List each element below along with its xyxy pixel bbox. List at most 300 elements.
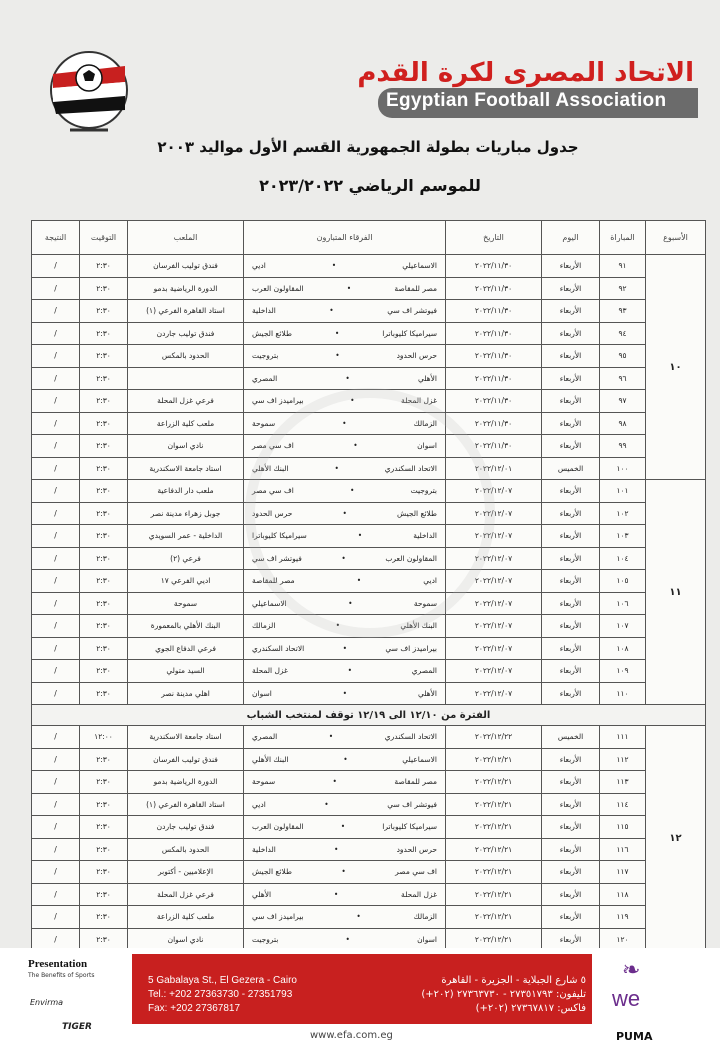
home-team: حرس الحدود [396, 844, 437, 854]
match-date: ٢٠٢٢/١١/٣٠ [446, 412, 542, 435]
match-venue: جوبل زهراء مدينة نصر [128, 502, 244, 525]
match-result: / [32, 525, 80, 548]
home-team: فيوتشر اف سي [387, 306, 437, 316]
match-venue: الداخلية - عمر السويدي [128, 525, 244, 548]
match-teams [244, 771, 446, 794]
table-row [32, 345, 706, 368]
match-day: الأربعاء [542, 592, 600, 615]
versus-dot: • [345, 373, 350, 383]
match-venue: ملعب دار الدفاعية [128, 480, 244, 503]
match-venue: فندق توليب الفرسان [128, 255, 244, 278]
teams-pair [246, 755, 443, 764]
match-venue: استاد جامعة الاسكندرية [128, 726, 244, 749]
match-day: الأربعاء [542, 906, 600, 929]
teams-pair [246, 732, 443, 741]
match-day: الأربعاء [542, 322, 600, 345]
match-day: الأربعاء [542, 928, 600, 951]
match-result: / [32, 838, 80, 861]
match-number: ١١٥ [600, 816, 646, 839]
match-result: / [32, 771, 80, 794]
match-day: الأربعاء [542, 771, 600, 794]
match-venue: فرعي (٢) [128, 547, 244, 570]
match-venue: الحدود بالمكس [128, 345, 244, 368]
away-team: الداخلية [252, 306, 276, 316]
efa-logo-icon [48, 44, 130, 144]
match-venue: فرعي الدفاع الجوي [128, 637, 244, 660]
versus-dot: • [348, 598, 353, 608]
match-venue: فندق توليب الفرسان [128, 748, 244, 771]
match-venue: الدورة الرياضية بدمو [128, 771, 244, 794]
match-date: ٢٠٢٢/١٢/٠٧ [446, 592, 542, 615]
away-team: فيوتشر اف سي [252, 553, 302, 563]
versus-dot: • [342, 418, 347, 428]
table-row [32, 300, 706, 323]
match-time: ٢:٣٠ [80, 480, 128, 503]
match-venue: البنك الأهلي بالمعمورة [128, 615, 244, 638]
away-team: الداخلية [252, 844, 276, 854]
match-result: / [32, 861, 80, 884]
away-team: اف سي مصر [252, 486, 294, 496]
match-number: ١١٨ [600, 883, 646, 906]
table-row [32, 906, 706, 929]
match-day: الأربعاء [542, 883, 600, 906]
teams-pair [246, 284, 443, 293]
match-result: / [32, 615, 80, 638]
teams-pair [246, 329, 443, 338]
match-time: ٢:٣٠ [80, 838, 128, 861]
break-notice-row [32, 705, 706, 726]
match-number: ١٠٤ [600, 547, 646, 570]
match-date: ٢٠٢٢/١١/٣٠ [446, 435, 542, 458]
match-number: ١٠٢ [600, 502, 646, 525]
match-time: ٢:٣٠ [80, 435, 128, 458]
teams-pair [246, 845, 443, 854]
teams-pair [246, 890, 443, 899]
match-venue: استاد جامعة الاسكندرية [128, 457, 244, 480]
match-teams [244, 637, 446, 660]
match-date: ٢٠٢٢/١٢/٢١ [446, 771, 542, 794]
away-team: المصري [252, 373, 278, 383]
table-row [32, 793, 706, 816]
col-teams: الفرقاء المتبارون [244, 221, 446, 255]
match-teams [244, 861, 446, 884]
teams-pair [246, 644, 443, 653]
match-result: / [32, 660, 80, 683]
match-time: ٢:٣٠ [80, 547, 128, 570]
match-venue: اهلي مدينة نصر [128, 682, 244, 705]
match-date: ٢٠٢٢/١٢/٢١ [446, 816, 542, 839]
presentation-tagline: The Benefits of Sports [28, 972, 95, 979]
match-venue: فندق توليب جاردن [128, 322, 244, 345]
away-team: مصر للمقاصة [252, 576, 295, 586]
table-row [32, 861, 706, 884]
away-team: اف سي مصر [252, 441, 294, 451]
fax-line-ar: فاكس: ٢٧٣٦٧٨١٧ (٢٠٢+) [475, 1003, 586, 1014]
match-date: ٢٠٢٢/١١/٣٠ [446, 277, 542, 300]
match-number: ٩٧ [600, 390, 646, 413]
match-day: الأربعاء [542, 816, 600, 839]
match-date: ٢٠٢٢/١٢/٠٧ [446, 570, 542, 593]
match-teams [244, 793, 446, 816]
match-time: ٢:٣٠ [80, 906, 128, 929]
match-time: ٢:٣٠ [80, 390, 128, 413]
match-day: الخميس [542, 726, 600, 749]
match-day: الأربعاء [542, 748, 600, 771]
sponsor-tiger: TIGER [62, 1022, 92, 1032]
col-week: الأسبوع [646, 221, 706, 255]
match-time: ٢:٣٠ [80, 793, 128, 816]
match-day: الأربعاء [542, 502, 600, 525]
away-team: غزل المحلة [252, 666, 288, 676]
home-team: اديي [423, 576, 437, 586]
week-number: ١٢ [646, 726, 706, 951]
match-teams [244, 300, 446, 323]
versus-dot: • [334, 328, 340, 338]
match-date: ٢٠٢٢/١١/٣٠ [446, 255, 542, 278]
away-team: حرس الحدود [252, 508, 293, 518]
versus-dot: • [331, 261, 337, 271]
match-time: ٢:٣٠ [80, 255, 128, 278]
match-venue: اديي الفرعي ١٧ [128, 570, 244, 593]
match-number: ٩٦ [600, 367, 646, 390]
match-time: ٢:٣٠ [80, 412, 128, 435]
table-row [32, 726, 706, 749]
match-result: / [32, 592, 80, 615]
match-date: ٢٠٢٢/١٢/٢١ [446, 838, 542, 861]
match-venue [128, 367, 244, 390]
match-day: الأربعاء [542, 277, 600, 300]
home-team: بتروجيت [410, 486, 437, 496]
match-result: / [32, 435, 80, 458]
match-time: ٢:٣٠ [80, 682, 128, 705]
match-day: الأربعاء [542, 525, 600, 548]
home-team: الاسماعيلي [402, 754, 437, 764]
table-row [32, 883, 706, 906]
match-number: ١١١ [600, 726, 646, 749]
match-day: الأربعاء [542, 838, 600, 861]
versus-dot: • [333, 889, 339, 899]
table-row [32, 637, 706, 660]
match-day: الأربعاء [542, 682, 600, 705]
match-result: / [32, 322, 80, 345]
away-team: بتروجيت [252, 351, 279, 361]
teams-pair [246, 306, 443, 315]
we-logo-icon: ❧ [622, 958, 641, 983]
match-time: ٢:٣٠ [80, 570, 128, 593]
match-day: الأربعاء [542, 570, 600, 593]
match-teams [244, 883, 446, 906]
away-team: المقاولون العرب [252, 283, 304, 293]
home-team: الداخلية [413, 531, 437, 541]
versus-dot: • [350, 486, 355, 496]
versus-dot: • [341, 867, 346, 877]
match-time: ١٢:٠٠ [80, 726, 128, 749]
match-time: ٢:٣٠ [80, 502, 128, 525]
col-date: التاريخ [446, 221, 542, 255]
match-date: ٢٠٢٢/١٢/٢٢ [446, 726, 542, 749]
away-team: اسوان [252, 688, 272, 698]
match-teams [244, 367, 446, 390]
match-number: ١٠٩ [600, 660, 646, 683]
match-venue: ملعب كلية الزراعة [128, 412, 244, 435]
away-team: بيراميدز اف سي [252, 912, 304, 922]
table-row [32, 660, 706, 683]
match-date: ٢٠٢٢/١١/٣٠ [446, 367, 542, 390]
match-teams [244, 277, 446, 300]
efa-title-arabic: الاتحاد المصرى لكرة القدم [357, 58, 694, 88]
match-number: ١٠٨ [600, 637, 646, 660]
match-number: ١١٧ [600, 861, 646, 884]
match-venue: السيد متولي [128, 660, 244, 683]
match-time: ٢:٣٠ [80, 345, 128, 368]
match-date: ٢٠٢٢/١٢/٠١ [446, 457, 542, 480]
teams-pair [246, 867, 443, 876]
col-match: المباراة [600, 221, 646, 255]
match-day: الأربعاء [542, 345, 600, 368]
match-venue: فندق توليب جاردن [128, 816, 244, 839]
match-day: الأربعاء [542, 255, 600, 278]
match-result: / [32, 816, 80, 839]
match-result: / [32, 300, 80, 323]
match-number: ١٠١ [600, 480, 646, 503]
away-team: اديي [252, 261, 266, 271]
teams-pair [246, 912, 443, 921]
teams-pair [246, 351, 443, 360]
match-number: ٩٥ [600, 345, 646, 368]
match-teams [244, 748, 446, 771]
match-time: ٢:٣٠ [80, 660, 128, 683]
match-number: ١١٦ [600, 838, 646, 861]
away-team: سموحة [252, 418, 276, 428]
versus-dot: • [328, 732, 334, 742]
match-date: ٢٠٢٢/١٢/٠٧ [446, 502, 542, 525]
away-team: الاتحاد السكندري [252, 643, 305, 653]
table-header-row [32, 221, 706, 255]
teams-pair [246, 777, 443, 786]
match-result: / [32, 928, 80, 951]
versus-dot: • [343, 754, 348, 764]
match-time: ٢:٣٠ [80, 748, 128, 771]
teams-pair [246, 689, 443, 698]
match-date: ٢٠٢٢/١٢/٠٧ [446, 682, 542, 705]
match-result: / [32, 793, 80, 816]
sponsor-puma: PUMA [616, 1030, 653, 1043]
match-time: ٢:٣٠ [80, 861, 128, 884]
versus-dot: • [335, 351, 340, 361]
match-result: / [32, 255, 80, 278]
versus-dot: • [342, 643, 348, 653]
away-team: البنك الأهلي [252, 463, 289, 473]
match-teams [244, 906, 446, 929]
teams-pair [246, 800, 443, 809]
versus-dot: • [356, 912, 361, 922]
address-line-ar: ٥ شارع الجبلاية - الجزيرة - القاهرة [441, 975, 586, 986]
fax-line: Fax: +202 27367817 [148, 1003, 241, 1014]
versus-dot: • [342, 688, 348, 698]
col-time: التوقيت [80, 221, 128, 255]
match-day: الأربعاء [542, 861, 600, 884]
col-result: النتيجة [32, 221, 80, 255]
match-day: الأربعاء [542, 367, 600, 390]
match-time: ٢:٣٠ [80, 928, 128, 951]
versus-dot: • [324, 799, 329, 809]
address-english [148, 974, 297, 1016]
away-team: البنك الأهلي [252, 754, 289, 764]
away-team: سيراميكا كليوباترا [252, 531, 307, 541]
match-number: ١١٤ [600, 793, 646, 816]
match-day: الأربعاء [542, 615, 600, 638]
match-time: ٢:٣٠ [80, 457, 128, 480]
teams-pair [246, 666, 443, 675]
teams-pair [246, 822, 443, 831]
match-number: ١٠٦ [600, 592, 646, 615]
home-team: البنك الأهلي [400, 621, 437, 631]
home-team: الاتحاد السكندري [384, 463, 437, 473]
match-teams [244, 345, 446, 368]
match-teams [244, 816, 446, 839]
match-day: الأربعاء [542, 435, 600, 458]
versus-dot: • [333, 844, 339, 854]
table-row [32, 322, 706, 345]
match-result: / [32, 748, 80, 771]
match-result: / [32, 906, 80, 929]
match-date: ٢٠٢٢/١٢/٢١ [446, 906, 542, 929]
match-number: ١١٠ [600, 682, 646, 705]
season-title: للموسم الرياضي ٢٠٢٣/٢٠٢٢ [259, 176, 481, 195]
match-day: الأربعاء [542, 793, 600, 816]
table-row [32, 771, 706, 794]
website-link[interactable]: www.efa.com.eg [310, 1030, 393, 1041]
col-venue: الملعب [128, 221, 244, 255]
match-venue: نادي اسوان [128, 435, 244, 458]
away-team: طلائع الجيش [252, 867, 292, 877]
match-result: / [32, 277, 80, 300]
home-team: غزل المحلة [401, 889, 437, 899]
match-day: الخميس [542, 457, 600, 480]
match-date: ٢٠٢٢/١٢/٠٧ [446, 637, 542, 660]
home-team: المقاولون العرب [385, 553, 437, 563]
match-result: / [32, 412, 80, 435]
break-notice: الفترة من ١٢/١٠ الى ١٢/١٩ توقف لمنتخب الشباب [32, 705, 706, 726]
match-time: ٢:٣٠ [80, 771, 128, 794]
phone-line-ar: تليفون: ٢٧٣٥١٧٩٣ - ٢٧٣٦٣٧٣٠ (٢٠٢+) [421, 989, 586, 1000]
match-result: / [32, 390, 80, 413]
match-teams [244, 322, 446, 345]
home-team: سيراميكا كليوباترا [382, 328, 437, 338]
match-date: ٢٠٢٢/١٢/٢١ [446, 748, 542, 771]
versus-dot: • [341, 553, 346, 563]
table-row [32, 255, 706, 278]
match-date: ٢٠٢٢/١٢/٢١ [446, 861, 542, 884]
match-venue: الدورة الرياضية بدمو [128, 277, 244, 300]
match-result: / [32, 457, 80, 480]
match-venue: استاد القاهرة الفرعي (١) [128, 300, 244, 323]
match-venue: الحدود بالمكس [128, 838, 244, 861]
home-team: بيراميدز اف سي [385, 643, 437, 653]
match-venue: الإعلاميين - أكتوبر [128, 861, 244, 884]
match-number: ١٠٣ [600, 525, 646, 548]
match-date: ٢٠٢٢/١٢/٠٧ [446, 660, 542, 683]
match-result: / [32, 367, 80, 390]
versus-dot: • [345, 934, 350, 944]
match-venue: نادي اسوان [128, 928, 244, 951]
address-arabic [421, 974, 586, 1016]
home-team: اسوان [417, 934, 437, 944]
match-day: الأربعاء [542, 637, 600, 660]
match-result: / [32, 637, 80, 660]
away-team: بيراميدز اف سي [252, 396, 304, 406]
away-team: بتروجيت [252, 934, 279, 944]
home-team: الاتحاد السكندري [384, 732, 437, 742]
versus-dot: • [342, 508, 347, 518]
match-time: ٢:٣٠ [80, 592, 128, 615]
match-teams [244, 726, 446, 749]
match-date: ٢٠٢٢/١٢/٠٧ [446, 615, 542, 638]
match-date: ٢٠٢٢/١٢/٠٧ [446, 480, 542, 503]
schedule-title: جدول مباريات بطولة الجمهورية القسم الأول مواليد ٢٠٠٣ [157, 138, 579, 156]
match-time: ٢:٣٠ [80, 300, 128, 323]
match-venue: ملعب كلية الزراعة [128, 906, 244, 929]
home-team: فيوتشر اف سي [387, 799, 437, 809]
table-row [32, 816, 706, 839]
match-venue: فرعي غزل المحلة [128, 390, 244, 413]
home-team: الزمالك [413, 912, 437, 922]
versus-dot: • [356, 576, 362, 586]
match-time: ٢:٣٠ [80, 883, 128, 906]
versus-dot: • [350, 396, 355, 406]
match-number: ٩٣ [600, 300, 646, 323]
away-team: الاسماعيلي [252, 598, 287, 608]
match-result: / [32, 547, 80, 570]
table-row [32, 367, 706, 390]
home-team: مصر للمقاصة [394, 777, 437, 787]
match-number: ٩٤ [600, 322, 646, 345]
match-result: / [32, 682, 80, 705]
col-day: اليوم [542, 221, 600, 255]
home-team: المصري [411, 666, 437, 676]
match-result: / [32, 480, 80, 503]
match-date: ٢٠٢٢/١٢/٢١ [446, 928, 542, 951]
away-team: سموحة [252, 777, 276, 787]
home-team: الزمالك [413, 418, 437, 428]
home-team: الأهلي [417, 688, 437, 698]
address-line: 5 Gabalaya St., El Gezera - Cairo [148, 975, 297, 986]
match-number: ١١٢ [600, 748, 646, 771]
away-team: اديي [252, 799, 266, 809]
home-team: الاسماعيلي [402, 261, 437, 271]
presentation-logo: Presentation [28, 958, 88, 970]
match-day: الأربعاء [542, 390, 600, 413]
match-day: الأربعاء [542, 480, 600, 503]
match-number: ١٠٥ [600, 570, 646, 593]
match-number: ١١٩ [600, 906, 646, 929]
home-team: مصر للمقاصة [394, 283, 437, 293]
match-date: ٢٠٢٢/١١/٣٠ [446, 300, 542, 323]
match-date: ٢٠٢٢/١١/٣٠ [446, 345, 542, 368]
versus-dot: • [334, 463, 339, 473]
table-row [32, 748, 706, 771]
match-day: الأربعاء [542, 412, 600, 435]
match-number: ٩٨ [600, 412, 646, 435]
match-day: الأربعاء [542, 547, 600, 570]
match-venue: سموحة [128, 592, 244, 615]
match-number: ٩٩ [600, 435, 646, 458]
match-venue: استاد القاهرة الفرعي (١) [128, 793, 244, 816]
match-result: / [32, 726, 80, 749]
match-number: ١٠٠ [600, 457, 646, 480]
match-number: ٩٢ [600, 277, 646, 300]
home-team: غزل المحلة [401, 396, 437, 406]
